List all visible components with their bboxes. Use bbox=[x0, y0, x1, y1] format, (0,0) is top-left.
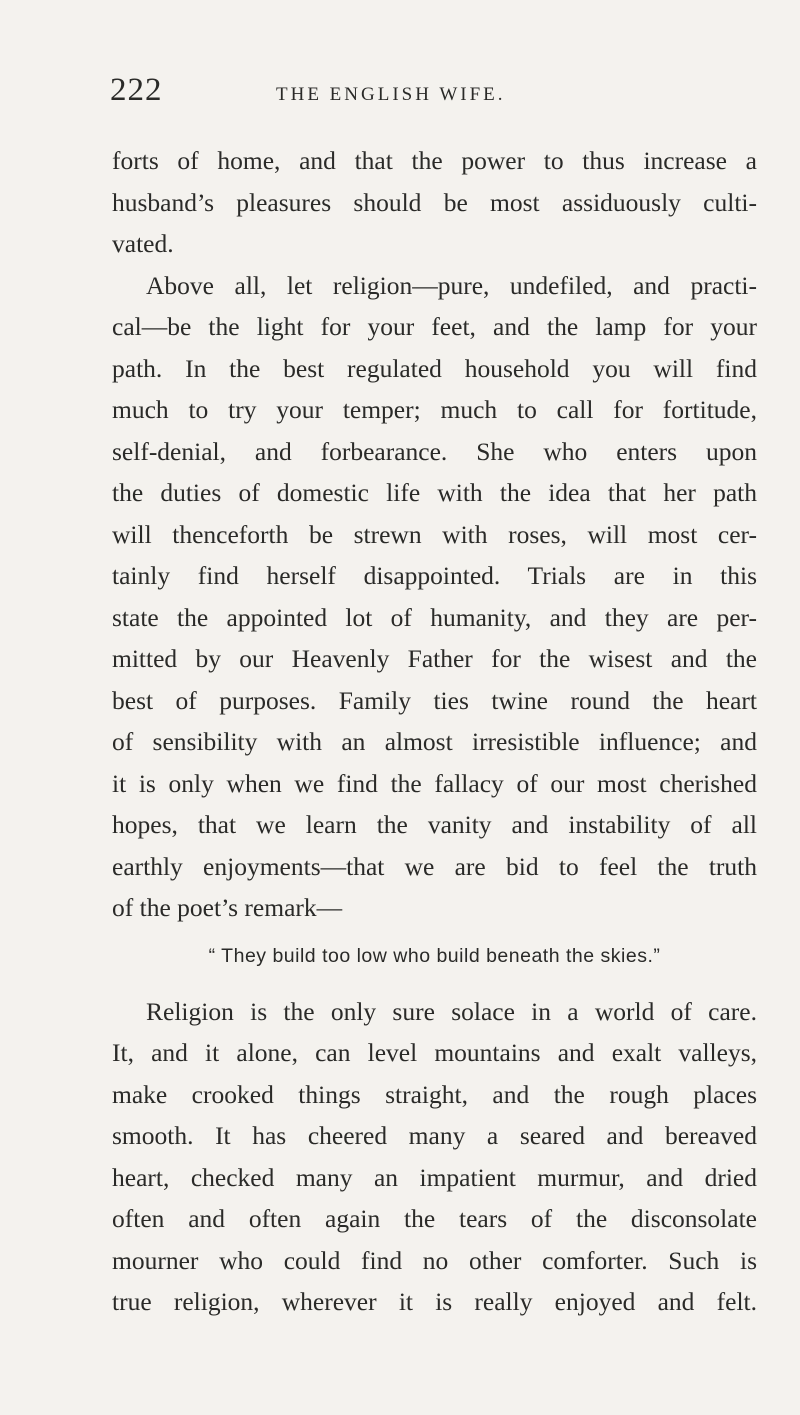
text-line: mitted by our Heavenly Father for the wisest and the bbox=[112, 644, 757, 673]
text-line: Above all, let religion—pure, undefiled, and practi- bbox=[146, 270, 757, 300]
text-line: hopes, that we learn the vanity and instability of all bbox=[112, 810, 757, 839]
text-line: path. In the best regulated household you will find bbox=[112, 353, 757, 383]
text-line: will thenceforth be strewn with roses, will most cer- bbox=[112, 519, 757, 549]
running-title: THE ENGLISH WIFE. bbox=[276, 84, 506, 105]
text-line: often and often again the tears of the disconsolate bbox=[112, 1204, 757, 1233]
text-line: best of purposes. Family ties twine round the heart bbox=[112, 685, 757, 715]
text-line: much to try your temper; much to call for fortitude, bbox=[112, 395, 757, 424]
text-line: it is only when we find the fallacy of our most cherished bbox=[112, 768, 757, 798]
paragraph-3 bbox=[112, 991, 757, 1323]
text-line: true religion, wherever it is really enjoyed and felt. bbox=[112, 1287, 757, 1316]
text-line: self-denial, and forbearance. She who enters upon bbox=[112, 436, 757, 466]
text-line: earthly enjoyments—that we are bid to feel the truth bbox=[112, 851, 757, 881]
text-line: forts of home, and that the power to thus increase a bbox=[112, 146, 757, 175]
text-line: cal—be the light for your feet, and the lamp for your bbox=[112, 312, 757, 341]
text-line: tainly find herself disappointed. Trials are in this bbox=[112, 561, 757, 590]
text-line: of sensibility with an almost irresistible influence; and bbox=[112, 727, 757, 756]
text-line: heart, checked many an impatient murmur, and dried bbox=[112, 1162, 757, 1192]
page-number: 222 bbox=[110, 72, 163, 108]
text-line: husband’s pleasures should be most assiduously culti- bbox=[112, 187, 757, 217]
text-line: vated. bbox=[112, 229, 174, 258]
text-line: It, and it alone, can level mountains and exalt valleys, bbox=[112, 1038, 757, 1067]
text-line: make crooked things straight, and the rough places bbox=[112, 1079, 757, 1109]
text-line: the duties of domestic life with the idea that her path bbox=[112, 478, 757, 507]
paragraph-2 bbox=[112, 265, 757, 929]
text-line: Religion is the only sure solace in a world of care. bbox=[146, 996, 757, 1026]
text-line: smooth. It has cheered many a seared and bereaved bbox=[112, 1121, 757, 1150]
poetry-quotation: “ They build too low who build beneath the skies.” bbox=[208, 944, 661, 967]
text-line: state the appointed lot of humanity, and they are per- bbox=[112, 602, 757, 632]
text-line: mourner who could find no other comforter. Such is bbox=[112, 1245, 757, 1275]
paragraph-1 bbox=[112, 140, 757, 265]
running-head bbox=[0, 72, 800, 112]
body-text bbox=[112, 140, 757, 1323]
text-line: of the poet’s remark— bbox=[112, 893, 343, 922]
